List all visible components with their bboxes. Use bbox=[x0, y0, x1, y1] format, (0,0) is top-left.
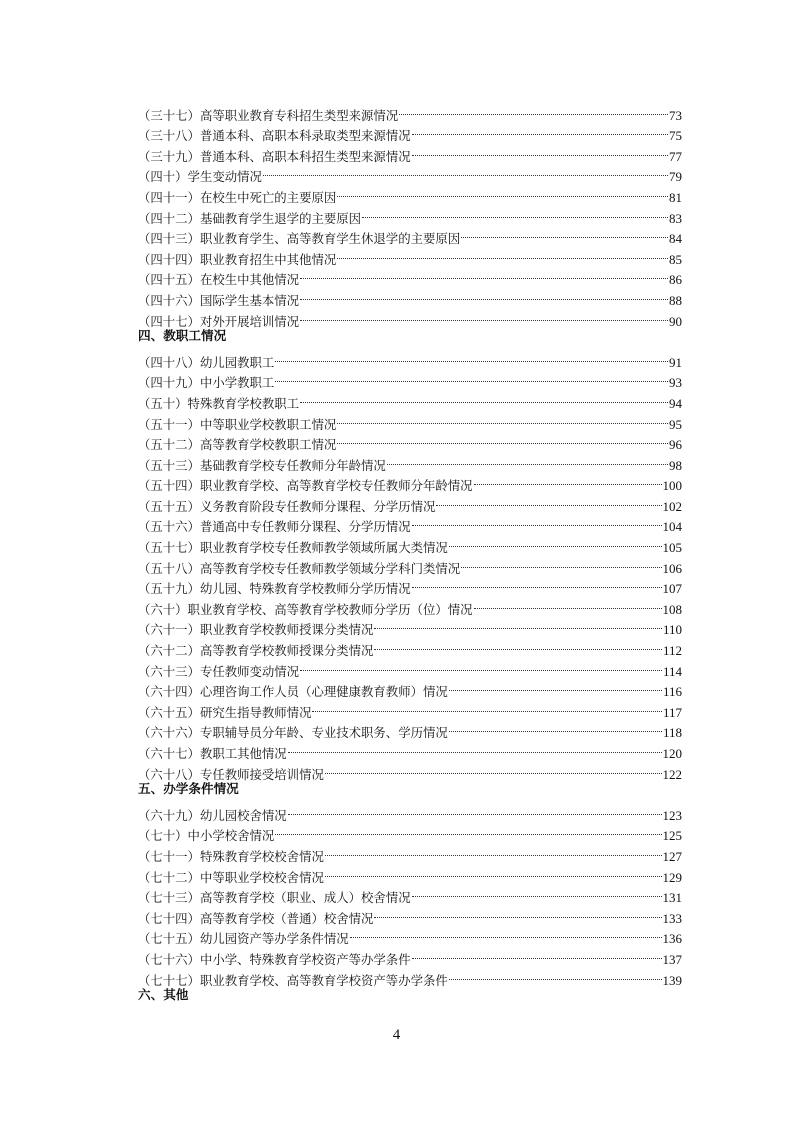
toc-entry-page: 129 bbox=[662, 869, 682, 885]
dot-leader bbox=[300, 655, 662, 676]
dot-leader bbox=[350, 923, 662, 944]
toc-entry-title: （六十五）研究生指导教师情况 bbox=[138, 704, 312, 720]
dot-leader bbox=[374, 634, 662, 655]
toc-entry-title: （五十九）幼儿园、特殊教育学校教师分学历情况 bbox=[138, 581, 411, 597]
toc-entry-page: 110 bbox=[662, 622, 682, 638]
toc-entry-title: （五十五）义务教育阶段专任教师分课程、分学历情况 bbox=[138, 498, 436, 514]
dot-leader bbox=[300, 305, 668, 326]
dot-leader bbox=[374, 902, 661, 923]
dot-leader bbox=[399, 99, 668, 120]
toc-entry[interactable] bbox=[138, 99, 682, 123]
toc-entry-page: 88 bbox=[669, 292, 682, 308]
page-number: 4 bbox=[392, 1027, 401, 1043]
toc-entry-title: （四十五）在校生中其他情况 bbox=[138, 272, 300, 288]
toc-entry-title: （七十五）幼儿园资产等办学条件情况 bbox=[138, 931, 349, 947]
toc-entry-page: 139 bbox=[662, 972, 682, 988]
dot-leader bbox=[288, 737, 662, 758]
dot-leader bbox=[412, 140, 668, 161]
toc-entry-title: （六十七）教职工其他情况 bbox=[138, 746, 287, 761]
toc-entry-page: 94 bbox=[669, 395, 682, 411]
toc-entry-title: （七十）中小学校舍情况 bbox=[138, 828, 275, 844]
toc-entry-page: 96 bbox=[669, 437, 682, 453]
dot-leader bbox=[337, 181, 668, 202]
toc-entry-title: （七十一）特殊教育学校校舍情况 bbox=[138, 848, 324, 864]
toc-entry-page: 75 bbox=[669, 128, 682, 144]
dot-leader bbox=[300, 264, 668, 285]
dot-leader bbox=[325, 840, 662, 861]
toc-entry-title: （七十四）高等教育学校（普通）校舍情况 bbox=[138, 910, 374, 926]
toc-entry-title: （六十三）专任教师变动情况 bbox=[138, 663, 300, 679]
toc-entry-page: 105 bbox=[662, 540, 682, 556]
toc-entry-title: （五十三）基础教育学校专任教师分年龄情况 bbox=[138, 457, 386, 473]
toc-entry-title: （六十）职业教育学校、高等教育学校教师分学历（位）情况 bbox=[138, 601, 473, 617]
toc-entry-title: （五十八）高等教育学校专任教师教学领域分学科门类情况 bbox=[138, 560, 461, 576]
toc-entry-page: 131 bbox=[662, 890, 682, 906]
toc-entry-title: （五十二）高等教育学校教职工情况 bbox=[138, 437, 337, 453]
dot-leader bbox=[436, 490, 661, 511]
toc-entry-page: 123 bbox=[662, 807, 682, 823]
dot-leader bbox=[337, 408, 668, 429]
toc-entry-page: 100 bbox=[662, 478, 682, 494]
dot-leader bbox=[325, 758, 662, 779]
dot-leader bbox=[300, 284, 668, 305]
toc-entry-page: 120 bbox=[662, 746, 682, 761]
dot-leader bbox=[337, 243, 668, 264]
toc-entry-title: （四十四）职业教育招生中其他情况 bbox=[138, 251, 337, 267]
toc-entry-title: （六十六）专职辅导员分年龄、专业技术职务、学历情况 bbox=[138, 725, 448, 741]
toc-entry-title: （三十九）普通本科、高职本科招生类型来源情况 bbox=[138, 148, 411, 164]
toc-entry-title: （四十七）对外开展培训情况 bbox=[138, 313, 300, 329]
toc-entry-page: 83 bbox=[669, 210, 682, 226]
dot-leader bbox=[474, 593, 662, 614]
toc-section-heading: 五、办学条件情况 bbox=[138, 780, 239, 796]
toc-entry-title: （六十二）高等教育学校教师授课分类情况 bbox=[138, 643, 374, 659]
toc-entry-page: 118 bbox=[662, 725, 682, 741]
toc-entry-title: （六十一）职业教育学校教师授课分类情况 bbox=[138, 622, 374, 638]
toc-entry-page: 73 bbox=[669, 107, 682, 123]
dot-leader bbox=[275, 367, 668, 388]
dot-leader bbox=[449, 717, 662, 738]
toc-entry-page: 102 bbox=[662, 498, 682, 514]
toc-section-heading: 六、其他 bbox=[138, 986, 189, 1002]
toc-entry-title: （五十一）中等职业学校教职工情况 bbox=[138, 416, 337, 432]
dot-leader bbox=[325, 861, 662, 882]
toc-entry-title: （七十六）中小学、特殊教育学校资产等办学条件 bbox=[138, 951, 411, 967]
toc-entry-title: （五十六）普通高中专任教师分课程、分学历情况 bbox=[138, 519, 411, 535]
toc-entry-page: 112 bbox=[662, 643, 682, 659]
toc-entry-title: （三十七）高等职业教育专科招生类型来源情况 bbox=[138, 107, 399, 123]
toc-entry-page: 81 bbox=[669, 189, 682, 205]
toc-entry-page: 91 bbox=[669, 354, 682, 370]
toc-entry-page: 90 bbox=[669, 313, 682, 329]
dot-leader bbox=[412, 882, 662, 903]
toc-entry-page: 117 bbox=[662, 704, 682, 720]
toc-entry-page: 125 bbox=[662, 828, 682, 844]
toc-entry-title: （七十二）中等职业学校校舍情况 bbox=[138, 869, 324, 885]
dot-leader bbox=[275, 820, 661, 841]
toc-entry-page: 84 bbox=[669, 231, 682, 247]
table-of-contents bbox=[138, 99, 682, 1005]
dot-leader bbox=[412, 943, 662, 964]
dot-leader bbox=[449, 964, 662, 985]
toc-entry-page: 95 bbox=[669, 416, 682, 432]
dot-leader bbox=[263, 161, 668, 182]
dot-leader bbox=[461, 223, 668, 244]
dot-leader bbox=[412, 120, 668, 141]
toc-entry-title: （四十八）幼儿园教职工 bbox=[138, 354, 275, 370]
dot-leader bbox=[387, 449, 668, 470]
toc-entry-page: 137 bbox=[662, 951, 682, 967]
toc-entry-title: （四十二）基础教育学生退学的主要原因 bbox=[138, 210, 362, 226]
toc-entry-title: （五十七）职业教育学校专任教师教学领域所属大类情况 bbox=[138, 540, 448, 556]
toc-entry-page: 106 bbox=[662, 560, 682, 576]
dot-leader bbox=[412, 573, 662, 594]
toc-entry-title: （六十八）专任教师接受培训情况 bbox=[138, 766, 324, 782]
toc-entry-title: （四十）学生变动情况 bbox=[138, 169, 262, 185]
toc-entry-page: 136 bbox=[662, 931, 682, 947]
toc-entry-title: （七十三）高等教育学校（职业、成人）校舍情况 bbox=[138, 890, 411, 906]
toc-entry-page: 85 bbox=[669, 251, 682, 267]
toc-entry-page: 122 bbox=[662, 766, 682, 782]
toc-entry-page: 108 bbox=[662, 601, 682, 617]
toc-entry-title: （四十一）在校生中死亡的主要原因 bbox=[138, 189, 337, 205]
toc-entry-page: 79 bbox=[669, 169, 682, 185]
toc-entry-page: 93 bbox=[669, 375, 682, 391]
dot-leader bbox=[461, 552, 661, 573]
toc-entry-title: （四十九）中小学教职工 bbox=[138, 375, 275, 391]
toc-entry-title: （三十八）普通本科、高职本科录取类型来源情况 bbox=[138, 128, 411, 144]
toc-entry[interactable] bbox=[138, 346, 682, 370]
dot-leader bbox=[412, 511, 662, 532]
dot-leader bbox=[288, 799, 662, 820]
toc-entry-page: 107 bbox=[662, 581, 682, 597]
dot-leader bbox=[275, 346, 668, 367]
toc-entry-title: （四十六）国际学生基本情况 bbox=[138, 292, 300, 308]
dot-leader bbox=[449, 531, 662, 552]
toc-entry-title: （四十三）职业教育学生、高等教育学生休退学的主要原因 bbox=[138, 231, 461, 247]
toc-entry-page: 116 bbox=[662, 684, 682, 700]
toc-entry-page: 86 bbox=[669, 272, 682, 288]
toc-entry-page: 127 bbox=[662, 848, 682, 864]
toc-entry-page: 77 bbox=[669, 148, 682, 164]
dot-leader bbox=[374, 614, 662, 635]
toc-entry-title: （七十七）职业教育学校、高等教育学校资产等办学条件 bbox=[138, 972, 448, 988]
toc-entry-title: （六十四）心理咨询工作人员（心理健康教育教师）情况 bbox=[138, 684, 448, 700]
toc-entry-title: （五十四）职业教育学校、高等教育学校专任教师分年龄情况 bbox=[138, 478, 473, 494]
toc-entry-title: （五十）特殊教育学校教职工 bbox=[138, 395, 300, 411]
toc-entry-page: 104 bbox=[662, 519, 682, 535]
toc-section-heading: 四、教职工情况 bbox=[138, 327, 227, 343]
dot-leader bbox=[312, 696, 662, 717]
toc-entry[interactable] bbox=[138, 799, 682, 823]
dot-leader bbox=[474, 470, 662, 491]
dot-leader bbox=[362, 202, 668, 223]
toc-entry-page: 98 bbox=[669, 457, 682, 473]
toc-entry-page: 133 bbox=[662, 910, 682, 926]
toc-entry-title: （六十九）幼儿园校舍情况 bbox=[138, 807, 287, 823]
toc-entry-page: 114 bbox=[662, 663, 682, 679]
dot-leader bbox=[300, 387, 668, 408]
dot-leader bbox=[449, 676, 662, 697]
dot-leader bbox=[337, 429, 668, 450]
